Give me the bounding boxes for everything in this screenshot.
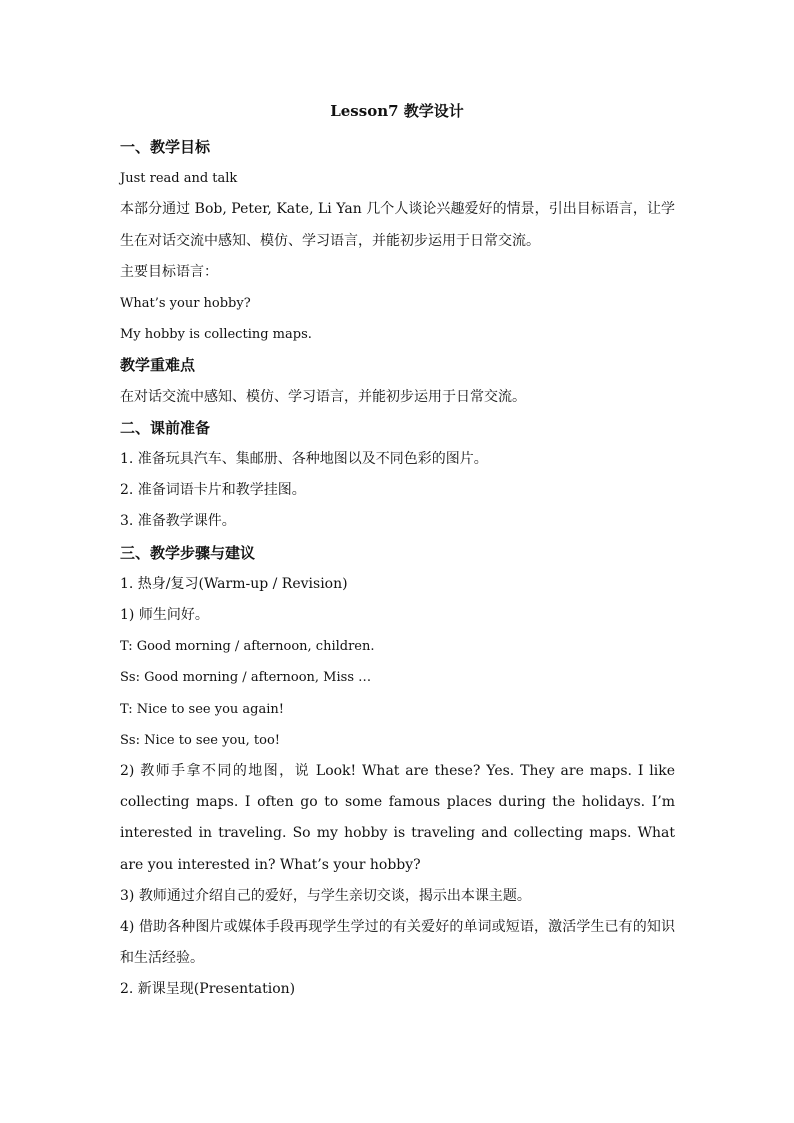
paragraph-line: Ss: Good morning / afternoon, Miss … [120, 670, 372, 686]
paragraph-line: Ss: Nice to see you, too! [120, 732, 281, 748]
paragraph-line: 本部分通过 Bob, Peter, Kate, Li Yan 几个人谈论兴趣爱好的情景，引出目标语言，让学生在对话交流中感知、模仿、学习语言，并能初步运用于日常交流。 [120, 201, 675, 249]
paragraph-line: My hobby is collecting maps. [120, 327, 312, 343]
paragraph-line: Just read and talk [120, 171, 238, 187]
paragraph-line: What’s your hobby? [120, 296, 251, 312]
paragraph-line: 2. 新课呈现(Presentation) [120, 981, 296, 998]
section-heading: 三、教学步骤与建议 [120, 543, 256, 562]
paragraph-line: 2) 教师手拿不同的地图，说 Look! What are these? Yes. They are maps. I like collecting maps. I often go to some famous places during the holidays. I’m interested in traveling. So my hobby is traveling and collecting maps. What are you interested in? What’s your hobby? [120, 763, 675, 873]
section-heading: 教学重难点 [120, 356, 196, 375]
paragraph-line: T: Good morning / afternoon, children. [120, 639, 375, 655]
paragraph-line: 在对话交流中感知、模仿、学习语言，并能初步运用于日常交流。 [120, 388, 526, 405]
paragraph-line: 1) 师生问好。 [120, 607, 209, 624]
paragraph-line: 4) 借助各种图片或媒体手段再现学生学过的有关爱好的单词或短语，激活学生已有的知识和生活经验。 [120, 919, 675, 967]
section-heading: 二、课前准备 [120, 418, 211, 437]
paragraph-line: 2. 准备词语卡片和教学挂图。 [120, 482, 306, 499]
paragraph-line: 3) 教师通过介绍自己的爱好，与学生亲切交谈，揭示出本课主题。 [120, 887, 531, 904]
document-body [120, 132, 675, 1006]
paragraph-line: 主要目标语言： [120, 263, 218, 280]
document-title: Lesson7 教学设计 [330, 102, 464, 120]
paragraph-line: 1. 准备玩具汽车、集邮册、各种地图以及不同色彩的图片。 [120, 451, 488, 468]
paragraph-line: T: Nice to see you again! [120, 701, 284, 717]
paragraph-line: 1. 热身/复习(Warm-up / Revision) [120, 575, 348, 592]
section-heading: 一、教学目标 [120, 138, 211, 156]
paragraph-line: 3. 准备教学课件。 [120, 513, 236, 530]
